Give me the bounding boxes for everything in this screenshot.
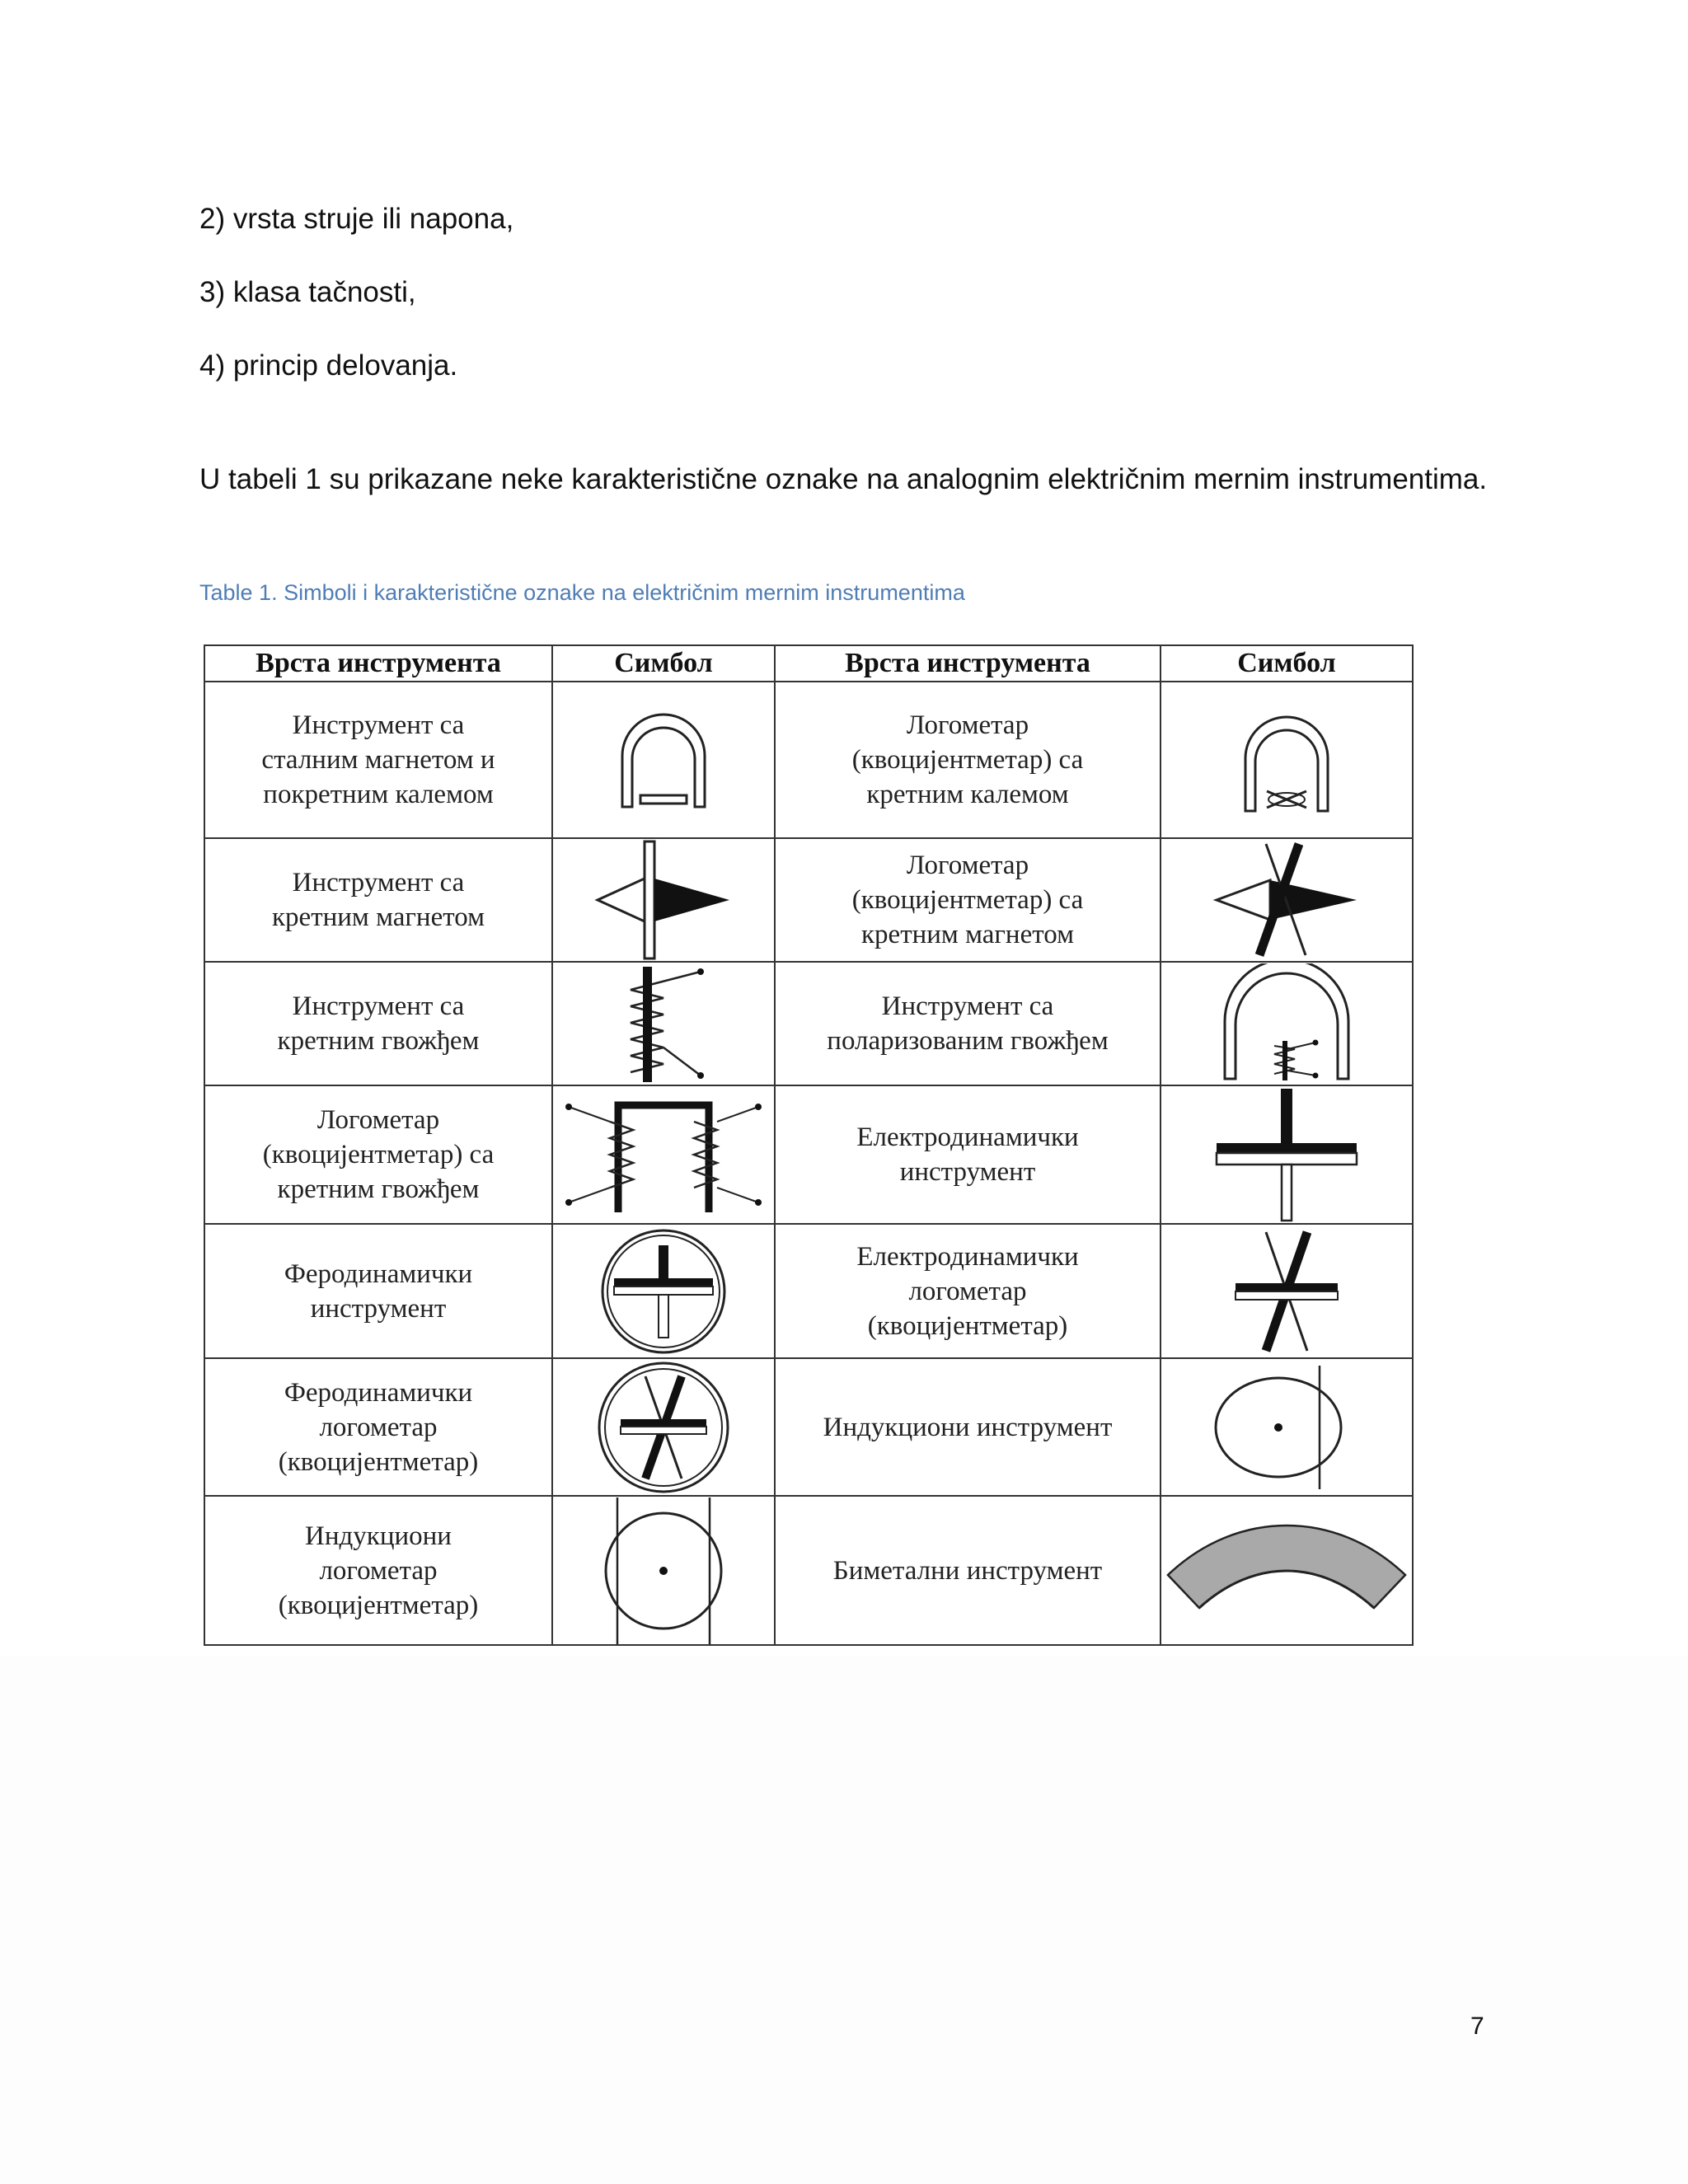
header-symbol: Симбол <box>552 645 775 682</box>
symbol-cell <box>552 1224 775 1358</box>
page-background <box>0 1657 1688 2184</box>
instrument-label: Инструмент са кретним гвожђем <box>204 962 552 1085</box>
intro-paragraph: U tabeli 1 su prikazane neke karakteristične oznake na analognim električnim mernim instrumentima. <box>199 463 1488 495</box>
moving-coil-ratiometer-icon <box>1221 702 1353 818</box>
instrument-label: Логометар (квоцијентметар) са кретним калемом <box>775 682 1160 838</box>
symbol-cell <box>552 838 775 962</box>
table-row <box>204 1085 1413 1224</box>
table-row <box>204 838 1413 962</box>
instrument-label: Електродинамички логометар (квоцијентметар) <box>775 1224 1160 1358</box>
instrument-label: Индукциони инструмент <box>775 1358 1160 1496</box>
moving-iron-icon <box>585 963 742 1084</box>
instrument-label: Инструмент са поларизованим гвожђем <box>775 962 1160 1085</box>
table-row <box>204 1224 1413 1358</box>
instrument-label: Феродинамички инструмент <box>204 1224 552 1358</box>
table-header-row <box>204 645 1413 682</box>
list-item-accuracy-class: 3) klasa tačnosti, <box>199 276 416 308</box>
moving-magnet-ratiometer-icon <box>1208 840 1365 960</box>
induction-ratiometer-icon <box>598 1497 729 1644</box>
symbol-cell <box>552 1085 775 1224</box>
instrument-label: Феродинамички логометар (квоцијентметар) <box>204 1358 552 1496</box>
instrument-label: Инструмент са кретним магнетом <box>204 838 552 962</box>
symbol-cell <box>552 682 775 838</box>
instrument-label: Логометар (квоцијентметар) са кретним магнетом <box>775 838 1160 962</box>
symbol-cell <box>552 962 775 1085</box>
symbol-cell <box>1160 1224 1413 1358</box>
header-instrument-type: Врста инструмента <box>204 645 552 682</box>
symbol-cell <box>1160 1358 1413 1496</box>
bimetallic-icon <box>1163 1517 1410 1624</box>
list-item-voltage-type: 2) vrsta struje ili napona, <box>199 203 514 235</box>
symbols-table-container <box>204 644 1412 1646</box>
symbol-cell <box>552 1496 775 1645</box>
instrument-label: Индукциони логометар (квоцијентметар) <box>204 1496 552 1645</box>
electrodynamic-ratiometer-icon <box>1221 1226 1353 1357</box>
list-item-operating-principle: 4) princip delovanja. <box>199 349 458 382</box>
header-symbol-2: Симбол <box>1160 645 1413 682</box>
symbol-cell <box>1160 962 1413 1085</box>
table-row <box>204 682 1413 838</box>
electrodynamic-icon <box>1212 1087 1361 1222</box>
symbol-cell <box>1160 1496 1413 1645</box>
polarized-iron-icon <box>1212 963 1361 1084</box>
moving-magnet-icon <box>585 840 742 960</box>
induction-icon <box>1212 1361 1361 1493</box>
symbol-cell <box>1160 682 1413 838</box>
symbol-cell <box>552 1358 775 1496</box>
moving-iron-ratiometer-icon <box>560 1089 767 1221</box>
table-caption: Table 1. Simboli i karakteristične oznake na električnim mernim instrumentima <box>199 580 965 605</box>
instrument-label: Електродинамички инструмент <box>775 1085 1160 1224</box>
instrument-label: Инструмент са сталним магнетом и покретним калемом <box>204 682 552 838</box>
table-row <box>204 1358 1413 1496</box>
symbol-cell <box>1160 838 1413 962</box>
ferrodynamic-icon <box>598 1226 729 1357</box>
header-instrument-type-2: Врста инструмента <box>775 645 1160 682</box>
symbol-cell <box>1160 1085 1413 1224</box>
permanent-magnet-moving-coil-icon <box>598 706 729 813</box>
symbols-table <box>204 644 1414 1646</box>
table-row <box>204 1496 1413 1645</box>
instrument-label: Логометар (квоцијентметар) са кретним гвожђем <box>204 1085 552 1224</box>
ferrodynamic-ratiometer-icon <box>596 1360 731 1495</box>
instrument-label: Биметални инструмент <box>775 1496 1160 1645</box>
table-row <box>204 962 1413 1085</box>
page-number: 7 <box>1470 2013 1484 2040</box>
